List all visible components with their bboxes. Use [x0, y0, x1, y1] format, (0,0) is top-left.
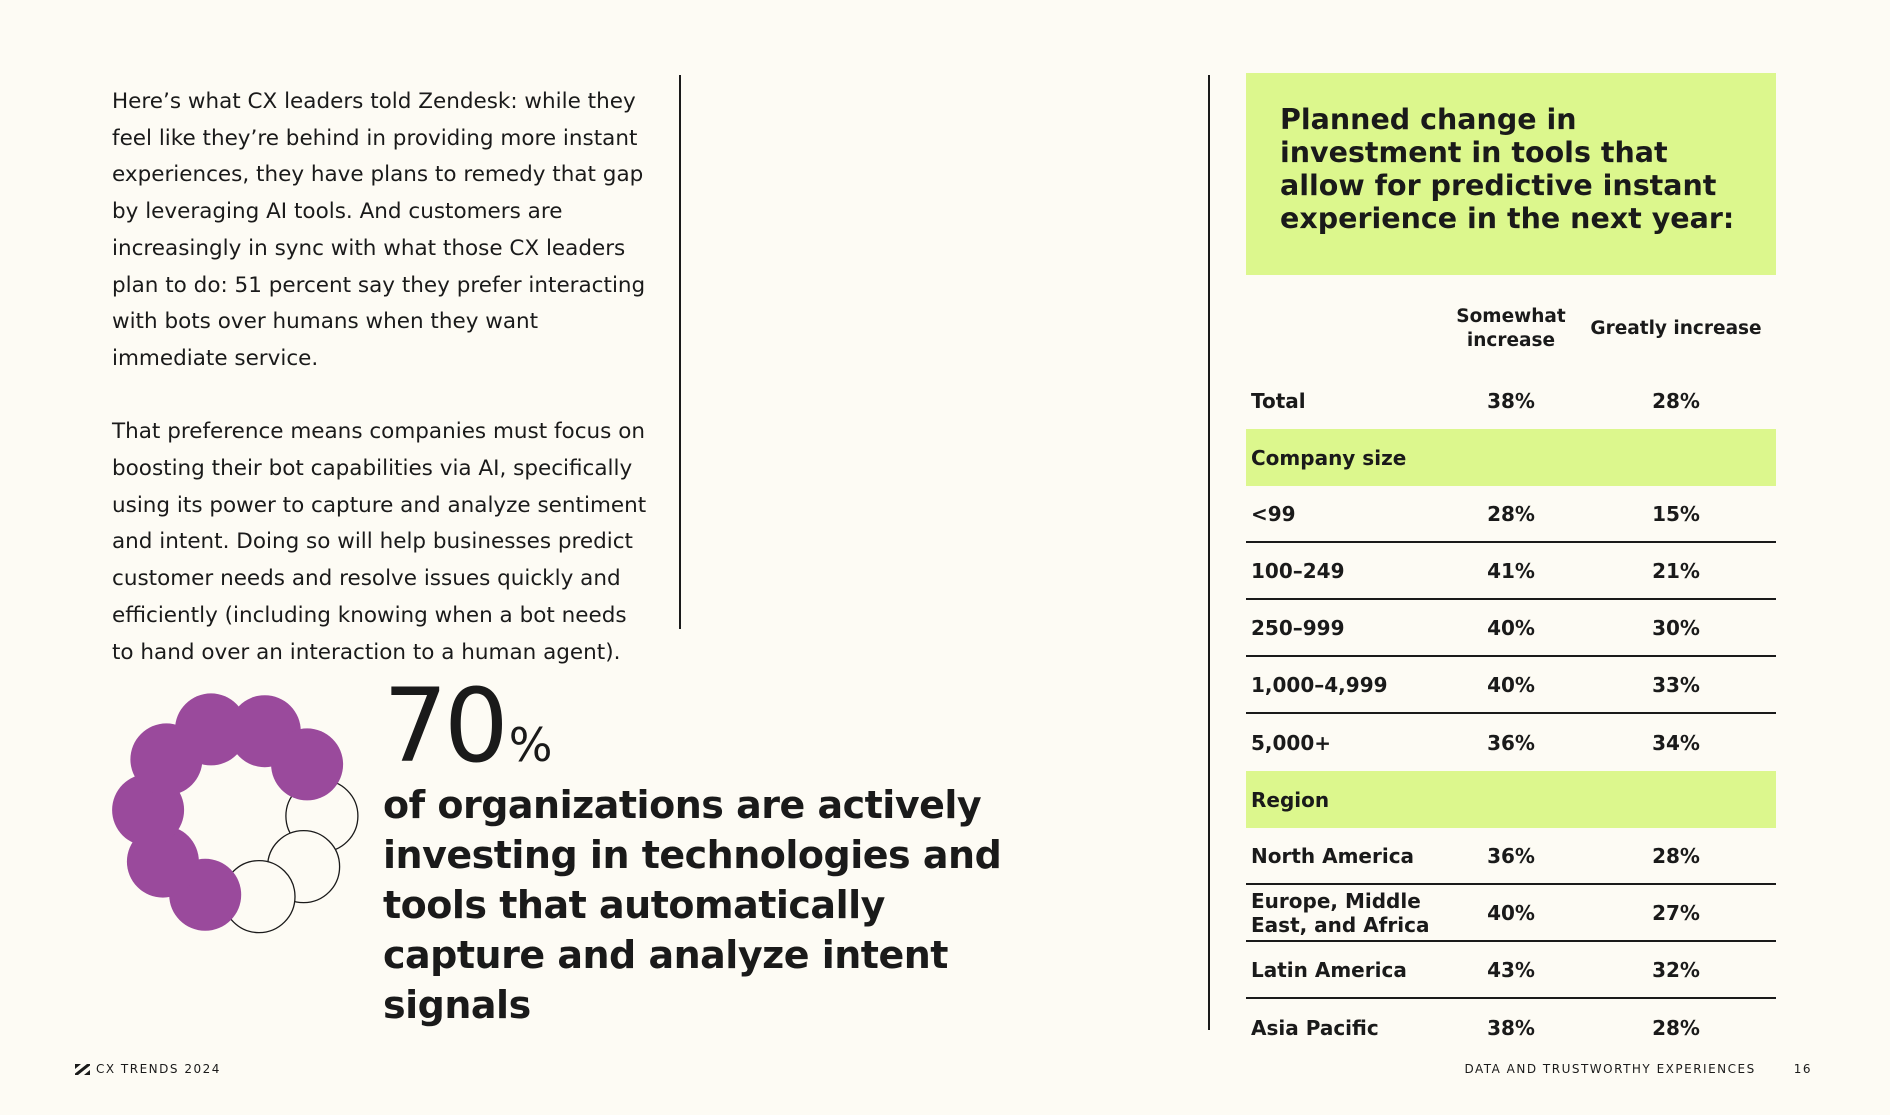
table-row	[1246, 600, 1776, 657]
body-paragraph-1: Here’s what CX leaders told Zendesk: while they feel like they’re behind in providing more instant experiences, they have plans to remedy that gap by leveraging AI tools. And customers are increasingly in sync with what those CX leaders plan to do: 51 percent say they prefer interacting with bots over humans when they want immediate service.	[112, 89, 646, 371]
column-header-somewhat: Somewhat increase	[1456, 306, 1566, 351]
divider-left	[679, 75, 681, 629]
row-label: North America	[1251, 843, 1415, 868]
value-somewhat-increase: 40%	[1487, 615, 1535, 640]
body-paragraph-2: That preference means companies must focus on boosting their bot capabilities via AI, specifically using its power to capture and analyze sentiment and intent. Doing so will help businesses predict customer needs and resolve issues quickly and efficiently (including knowing when a bot needs to hand over an interaction to a human agent).	[112, 419, 647, 665]
table-row	[1246, 486, 1776, 543]
value-somewhat-increase: 38%	[1487, 388, 1535, 413]
row-label: 1,000–4,999	[1251, 672, 1388, 697]
row-label: Latin America	[1251, 957, 1407, 982]
column-header-greatly: Greatly increase	[1590, 318, 1762, 339]
value-somewhat-increase: 40%	[1487, 900, 1535, 925]
row-label: 5,000+	[1251, 730, 1332, 755]
footer-section-name: DATA AND TRUSTWORTHY EXPERIENCES	[1464, 1062, 1756, 1076]
footer-brand	[75, 1062, 221, 1076]
value-somewhat-increase: 38%	[1487, 1015, 1535, 1040]
footer-report-name: CX TRENDS 2024	[96, 1062, 221, 1076]
stat-value: 70	[383, 667, 505, 786]
investment-table	[1246, 297, 1776, 1056]
body-text	[112, 84, 652, 708]
table-section-header	[1246, 771, 1776, 828]
filled-circle	[271, 728, 343, 800]
value-greatly-increase: 28%	[1652, 1015, 1700, 1040]
value-greatly-increase: 28%	[1652, 843, 1700, 868]
table-row	[1246, 942, 1776, 999]
page-number: 16	[1793, 1062, 1812, 1076]
stat-unit: %	[508, 718, 553, 772]
row-label: Company size	[1251, 445, 1407, 470]
value-greatly-increase: 32%	[1652, 957, 1700, 982]
value-greatly-increase: 21%	[1652, 558, 1700, 583]
value-greatly-increase: 33%	[1652, 672, 1700, 697]
value-greatly-increase: 34%	[1652, 730, 1700, 755]
footer-meta	[1464, 1062, 1812, 1076]
table-row	[1246, 543, 1776, 600]
table-row	[1246, 657, 1776, 714]
table-header	[1246, 297, 1776, 372]
value-somewhat-increase: 28%	[1487, 501, 1535, 526]
value-greatly-increase: 30%	[1652, 615, 1700, 640]
table-row	[1246, 885, 1776, 942]
table-title: Planned change in investment in tools that allow for predictive instant experience in the next year:	[1246, 73, 1776, 275]
value-somewhat-increase: 40%	[1487, 672, 1535, 697]
stat-number	[383, 667, 553, 786]
value-greatly-increase: 28%	[1652, 388, 1700, 413]
row-label: Europe, Middle East, and Africa	[1251, 888, 1430, 937]
value-somewhat-increase: 43%	[1487, 957, 1535, 982]
divider-right	[1208, 75, 1210, 1030]
row-label: Asia Pacific	[1251, 1015, 1379, 1040]
value-somewhat-increase: 41%	[1487, 558, 1535, 583]
table-body	[1246, 372, 1776, 1056]
row-label: 100–249	[1251, 558, 1345, 583]
table-section-header	[1246, 429, 1776, 486]
table-row	[1246, 714, 1776, 771]
row-label: <99	[1251, 501, 1296, 526]
value-somewhat-increase: 36%	[1487, 843, 1535, 868]
value-greatly-increase: 27%	[1652, 900, 1700, 925]
stat-description: of organizations are actively investing in technologies and tools that automatically capture and analyze intent signals	[383, 783, 1002, 1027]
value-greatly-increase: 15%	[1652, 501, 1700, 526]
table-row	[1246, 999, 1776, 1056]
row-label: Region	[1251, 787, 1330, 812]
percentage-circles-graphic	[110, 688, 370, 948]
row-label: 250–999	[1251, 615, 1345, 640]
zendesk-logo-icon	[75, 1064, 90, 1075]
table-row	[1246, 372, 1776, 429]
row-label: Total	[1251, 388, 1306, 413]
value-somewhat-increase: 36%	[1487, 730, 1535, 755]
table-row	[1246, 828, 1776, 885]
